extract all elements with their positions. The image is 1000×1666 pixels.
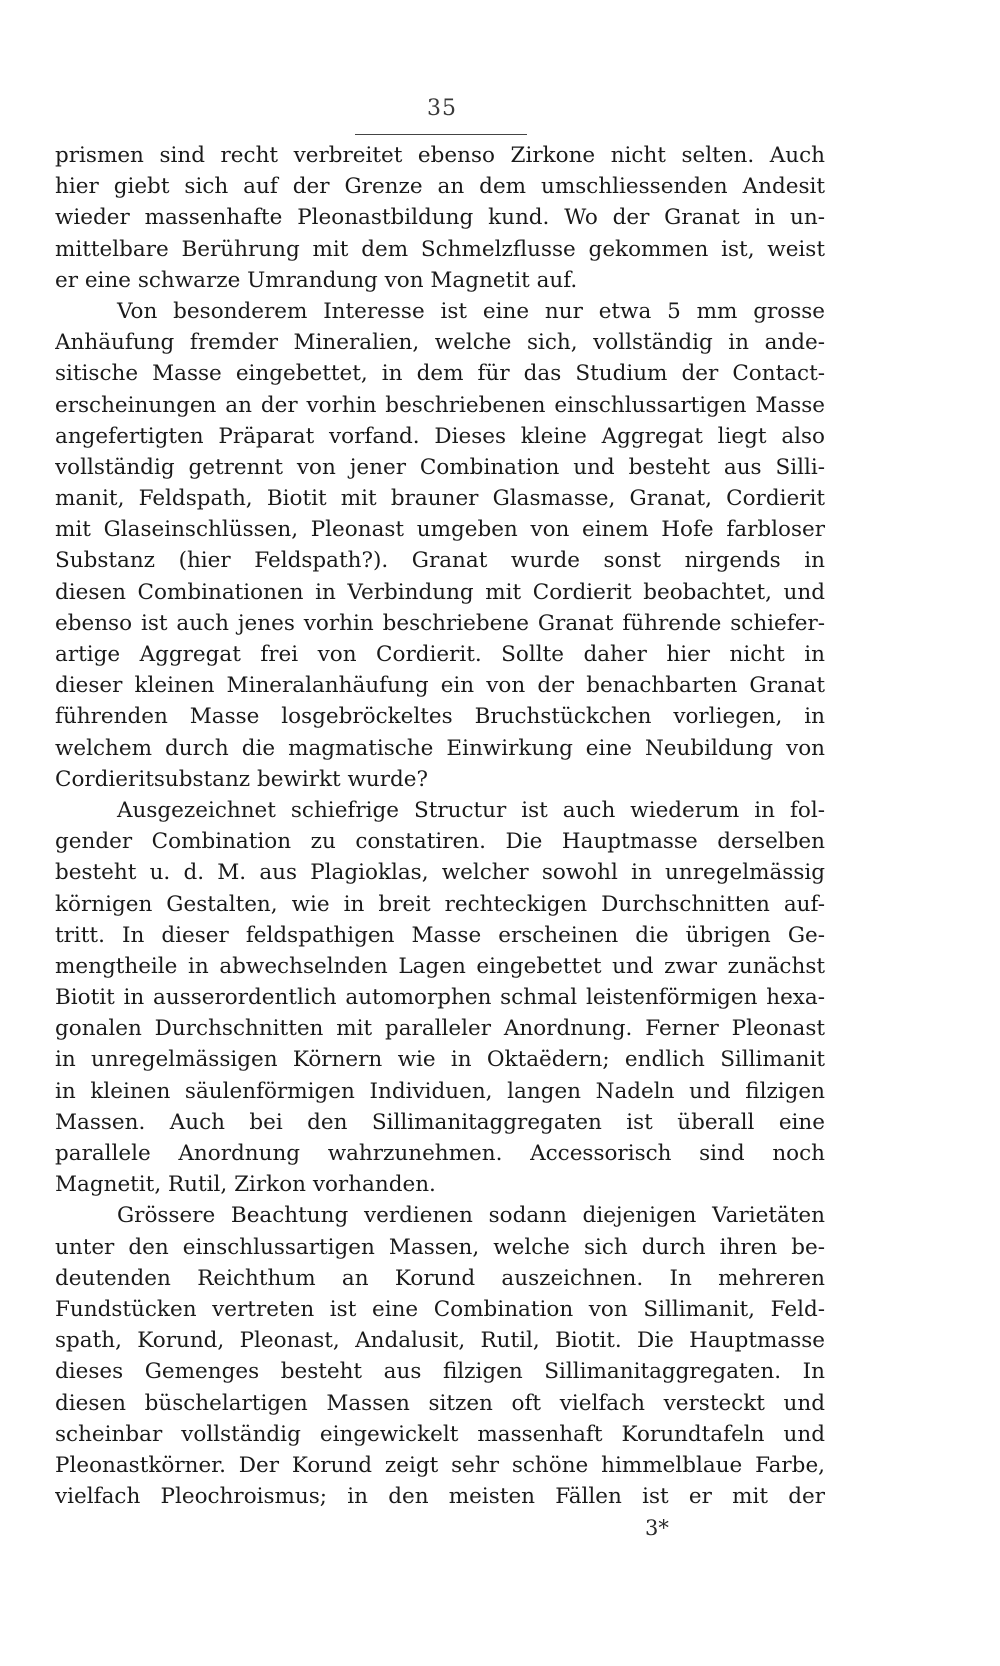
text-line: wieder massenhafte Pleonastbildung kund. Wo der Granat in un- [55, 205, 825, 231]
text-line: gonalen Durchschnitten mit paralleler Anordnung. Ferner Pleonast [55, 1016, 825, 1042]
text-line: Pleonastkörner. Der Korund zeigt sehr schöne himmelblaue Farbe, [55, 1452, 825, 1478]
text-line: Cordieritsubstanz bewirkt wurde? [55, 766, 429, 792]
text-line: Anhäufung fremder Mineralien, welche sich, vollständig in ande- [55, 330, 825, 356]
text-line: deutenden Reichthum an Korund auszeichnen. In mehreren [55, 1265, 825, 1291]
text-line: hier giebt sich auf der Grenze an dem umschliessenden Andesit [55, 174, 825, 200]
text-line: Fundstücken vertreten ist eine Combination von Sillimanit, Feld- [55, 1296, 825, 1322]
text-line: Ausgezeichnet schiefrige Structur ist auch wiederum in fol- [117, 797, 825, 823]
text-line: besteht u. d. M. aus Plagioklas, welcher sowohl in unregelmässig [55, 860, 825, 886]
text-line: angefertigten Präparat vorfand. Dieses kleine Aggregat liegt also [55, 423, 825, 449]
text-line: mengtheile in abwechselnden Lagen eingebettet und zwar zunächst [55, 953, 825, 979]
text-line: parallele Anordnung wahrzunehmen. Accessorisch sind noch [55, 1141, 825, 1166]
text-line: gender Combination zu constatiren. Die Hauptmasse derselben [55, 829, 825, 855]
text-line: dieser kleinen Mineralanhäufung ein von der benachbarten Granat [55, 673, 825, 699]
text-line: in unregelmässigen Körnern wie in Oktaëdern; endlich Sillimanit [55, 1047, 825, 1073]
text-line: Magnetit, Rutil, Zirkon vorhanden. [55, 1172, 436, 1198]
text-line: ebenso ist auch jenes vorhin beschriebene Granat führende schiefer- [55, 610, 825, 636]
text-line: Grössere Beachtung verdienen sodann diejenigen Varietäten [117, 1203, 825, 1229]
paragraph [55, 140, 825, 296]
text-line: tritt. In dieser feldspathigen Masse erscheinen die übrigen Ge- [55, 922, 825, 948]
text-line: artige Aggregat frei von Cordierit. Sollte daher hier nicht in [55, 642, 825, 667]
text-line: Massen. Auch bei den Sillimanitaggregaten ist überall eine [55, 1109, 825, 1135]
text-line: dieses Gemenges besteht aus filzigen Sillimanitaggregaten. In [55, 1359, 825, 1385]
signature-mark: 3* [645, 1516, 669, 1540]
text-line: prismen sind recht verbreitet ebenso Zirkone nicht selten. Auch [55, 143, 825, 168]
text-line: vollständig getrennt von jener Combination und besteht aus Silli- [55, 454, 825, 480]
text-line: Biotit in ausserordentlich automorphen schmal leistenförmigen hexa- [55, 985, 825, 1011]
text-line: spath, Korund, Pleonast, Andalusit, Rutil, Biotit. Die Hauptmasse [55, 1328, 825, 1354]
text-line: manit, Feldspath, Biotit mit brauner Glasmasse, Granat, Cordierit [55, 486, 825, 512]
paragraph [55, 795, 825, 1200]
text-line: scheinbar vollständig eingewickelt massenhaft Korundtafeln und [55, 1421, 825, 1447]
text-line: körnigen Gestalten, wie in breit rechteckigen Durchschnitten auf- [55, 891, 825, 917]
header-rule [355, 134, 527, 135]
text-line: er eine schwarze Umrandung von Magnetit auf. [55, 267, 578, 293]
paragraph [55, 296, 825, 795]
body-text [55, 140, 825, 1512]
text-line: diesen Combinationen in Verbindung mit Cordierit beobachtet, und [55, 579, 825, 605]
text-line: unter den einschlussartigen Massen, welche sich durch ihren be- [55, 1234, 825, 1260]
text-line: erscheinungen an der vorhin beschriebenen einschlussartigen Masse [55, 392, 825, 418]
text-line: vielfach Pleochroismus; in den meisten Fällen ist er mit der [55, 1484, 825, 1510]
page-number: 35 [427, 96, 457, 121]
paragraph [55, 1200, 825, 1512]
text-line: mit Glaseinschlüssen, Pleonast umgeben von einem Hofe farbloser [55, 517, 825, 543]
text-line: diesen büschelartigen Massen sitzen oft vielfach versteckt und [55, 1390, 825, 1416]
text-line: Von besonderem Interesse ist eine nur etwa 5 mm grosse [117, 298, 825, 324]
text-line: führenden Masse losgebröckeltes Bruchstückchen vorliegen, in [55, 704, 825, 730]
text-line: mittelbare Berührung mit dem Schmelzflusse gekommen ist, weist [55, 236, 825, 262]
text-line: welchem durch die magmatische Einwirkung eine Neubildung von [55, 735, 825, 761]
text-line: sitische Masse eingebettet, in dem für das Studium der Contact- [55, 361, 825, 387]
text-line: in kleinen säulenförmigen Individuen, langen Nadeln und filzigen [55, 1078, 825, 1104]
text-line: Substanz (hier Feldspath?). Granat wurde sonst nirgends in [55, 548, 825, 574]
